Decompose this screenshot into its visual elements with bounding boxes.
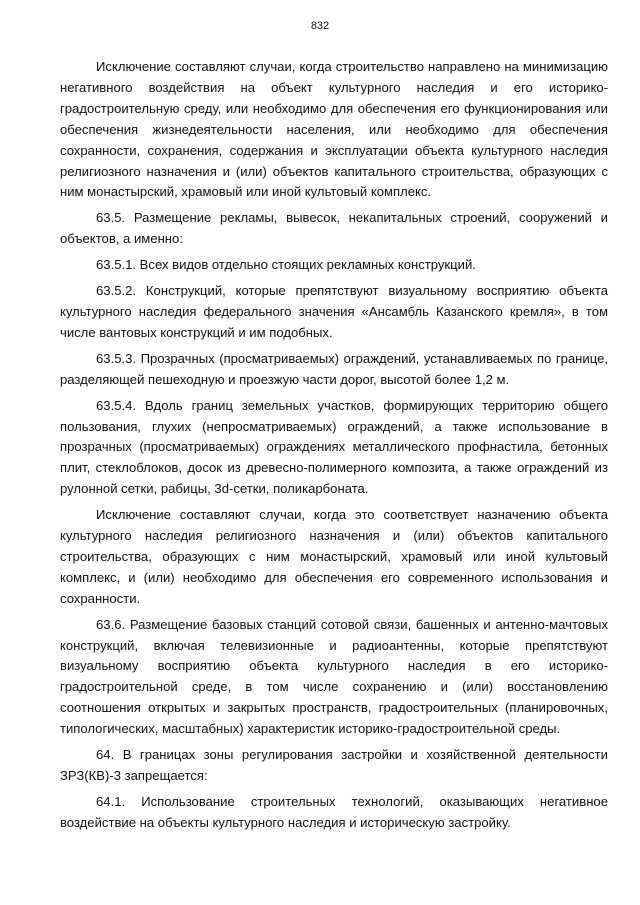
paragraph-63-5-1: 63.5.1. Всех видов отдельно стоящих рекламных конструкций. — [96, 257, 476, 273]
paragraph-exception-construction: Исключение составляют случаи, когда строительство направлено на минимизацию негативного воздействия на объект культурного наследия и его историко-градостроительную среду, или необходимо для обеспечения его функционирования или обеспечения жизнедеятельности населения, или необходимо для обеспечения сохранности, сохранения, содержания и эксплуатации объекта культурного наследия религиозного назначения и (или) объектов капитального строительства, образующих с ним монастырский, храмовый или иной культовый комплекс. — [60, 59, 608, 200]
paragraph-64: 64. В границах зоны регулирования застройки и хозяйственной деятельности ЗРЗ(КВ)-3 запрещается: — [60, 747, 608, 783]
paragraph-63-6: 63.6. Размещение базовых станций сотовой связи, башенных и антенно-мачтовых конструкций, включая телевизионные и радиоантенны, которые препятствуют визуальному восприятию объекта культурного наследия в его историко-градостроительной среде, в том числе сохранению и (или) восстановлению соотношения открытых и закрытых пространств, градостроительных (планировочных, типологических, масштабных) характеристик историко-градостроительной среды. — [60, 616, 608, 737]
paragraph-63-5: 63.5. Размещение рекламы, вывесок, некапитальных строений, сооружений и объектов, а именно: — [60, 210, 608, 247]
paragraph-63-5-3: 63.5.3. Прозрачных (просматриваемых) ограждений, устанавливаемых по границе, разделяющей пешеходную и проезжую части дорог, высотой более 1,2 м. — [60, 350, 608, 387]
document-body — [60, 57, 608, 839]
paragraph-exception-fences: Исключение составляют случаи, когда это соответствует назначению объекта культурного наследия религиозного назначения и (или) объектов капитального строительства, образующих с ним монастырский, храмовый или иной культовый комплекс, и (или) необходимо для обеспечения его современного использования и сохранности. — [60, 507, 608, 606]
paragraph-63-5-4: 63.5.4. Вдоль границ земельных участков, формирующих территорию общего пользования, глухих (непросматриваемых) ограждений, а также использование в прозрачных (просматриваемых) ограждениях металлического профнастила, бетонных плит, стеклоблоков, досок из древесно-полимерного композита, а также ограждений из рулонной сетки, рабицы, 3d-сетки, поликарбоната. — [60, 397, 608, 497]
page-number: 832 — [310, 20, 330, 32]
paragraph-64-1: 64.1. Использование строительных технологий, оказывающих негативное воздействие на объекты культурного наследия и историческую застройку. — [60, 793, 608, 830]
paragraph-63-5-2: 63.5.2. Конструкций, которые препятствуют визуальному восприятию объекта культурного наследия федерального значения «Ансамбль Казанского кремля», в том числе вантовых конструкций и им подобных. — [60, 283, 608, 340]
